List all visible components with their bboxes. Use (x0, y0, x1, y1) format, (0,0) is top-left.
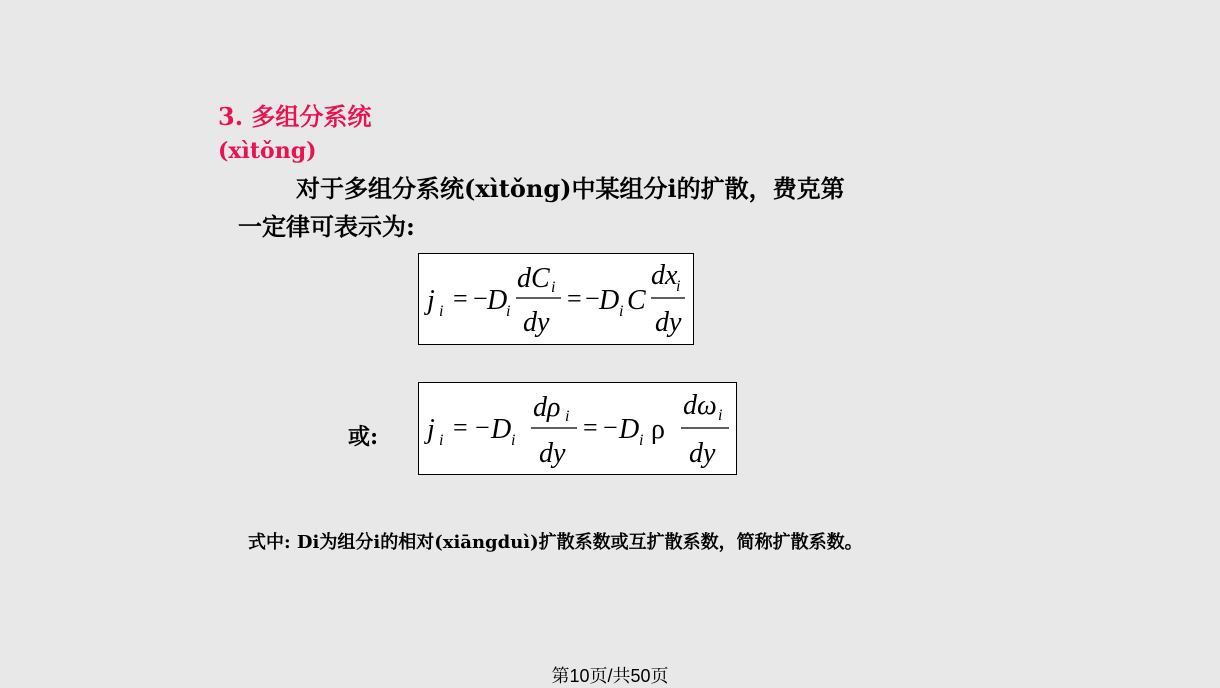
f1-D2: D (599, 285, 620, 316)
f1-eq2: = (567, 284, 582, 313)
section-pinyin: (xìtǒng) (218, 138, 317, 164)
section-title: 3. 多组分系统 (218, 102, 372, 131)
f1-dx-sub: i (676, 278, 681, 295)
or-label: 或: (348, 424, 379, 450)
f2-dy1: dy (539, 438, 566, 469)
f2-D1: D (491, 414, 512, 445)
f2-domega-sub: i (718, 407, 723, 424)
footnote-definition: 式中: Di为组分i的相对(xiāngduì)扩散系数或互扩散系数，简称扩散系数。 (248, 532, 863, 553)
f2-rho: ρ (651, 414, 665, 445)
f1-D1: D (487, 285, 508, 316)
f1-D2-sub: i (619, 303, 624, 320)
f2-eq1: = (453, 413, 468, 442)
body-paragraph (238, 170, 998, 246)
f1-j: j (427, 285, 435, 316)
f1-minus2: − (585, 284, 600, 313)
section-heading (218, 100, 371, 168)
f2-D2-sub: i (639, 432, 644, 449)
f2-D2: D (619, 414, 640, 445)
f2-j-sub: i (439, 432, 444, 449)
fick-formula-density (418, 382, 737, 475)
f1-dx: dx (651, 260, 678, 291)
f1-dy1: dy (523, 307, 550, 338)
f2-dy2: dy (689, 438, 716, 469)
f2-eq2: = (583, 413, 598, 442)
paragraph-line-2: 一定律可表示为: (238, 212, 415, 241)
f2-drho: dρ (533, 392, 561, 423)
f1-dC-sub: i (551, 279, 556, 296)
f1-C: C (627, 285, 646, 316)
f1-D1-sub: i (506, 303, 511, 320)
f2-domega: dω (683, 390, 717, 421)
f1-dy2: dy (655, 307, 682, 338)
f1-eq1: = (453, 284, 468, 313)
f2-minus2: − (603, 413, 618, 442)
paragraph-line-1: 对于多组分系统(xìtǒng)中某组分i的扩散，费克第 (296, 174, 845, 203)
f1-minus1: − (473, 284, 488, 313)
f2-drho-sub: i (565, 408, 570, 425)
f1-dC: dC (517, 263, 550, 294)
f2-D1-sub: i (511, 432, 516, 449)
f2-minus1: − (475, 413, 490, 442)
f1-j-sub: i (439, 303, 444, 320)
page-counter: 第10页/共50页 (551, 666, 669, 686)
fick-formula-concentration (418, 253, 694, 345)
f2-j: j (427, 414, 435, 445)
